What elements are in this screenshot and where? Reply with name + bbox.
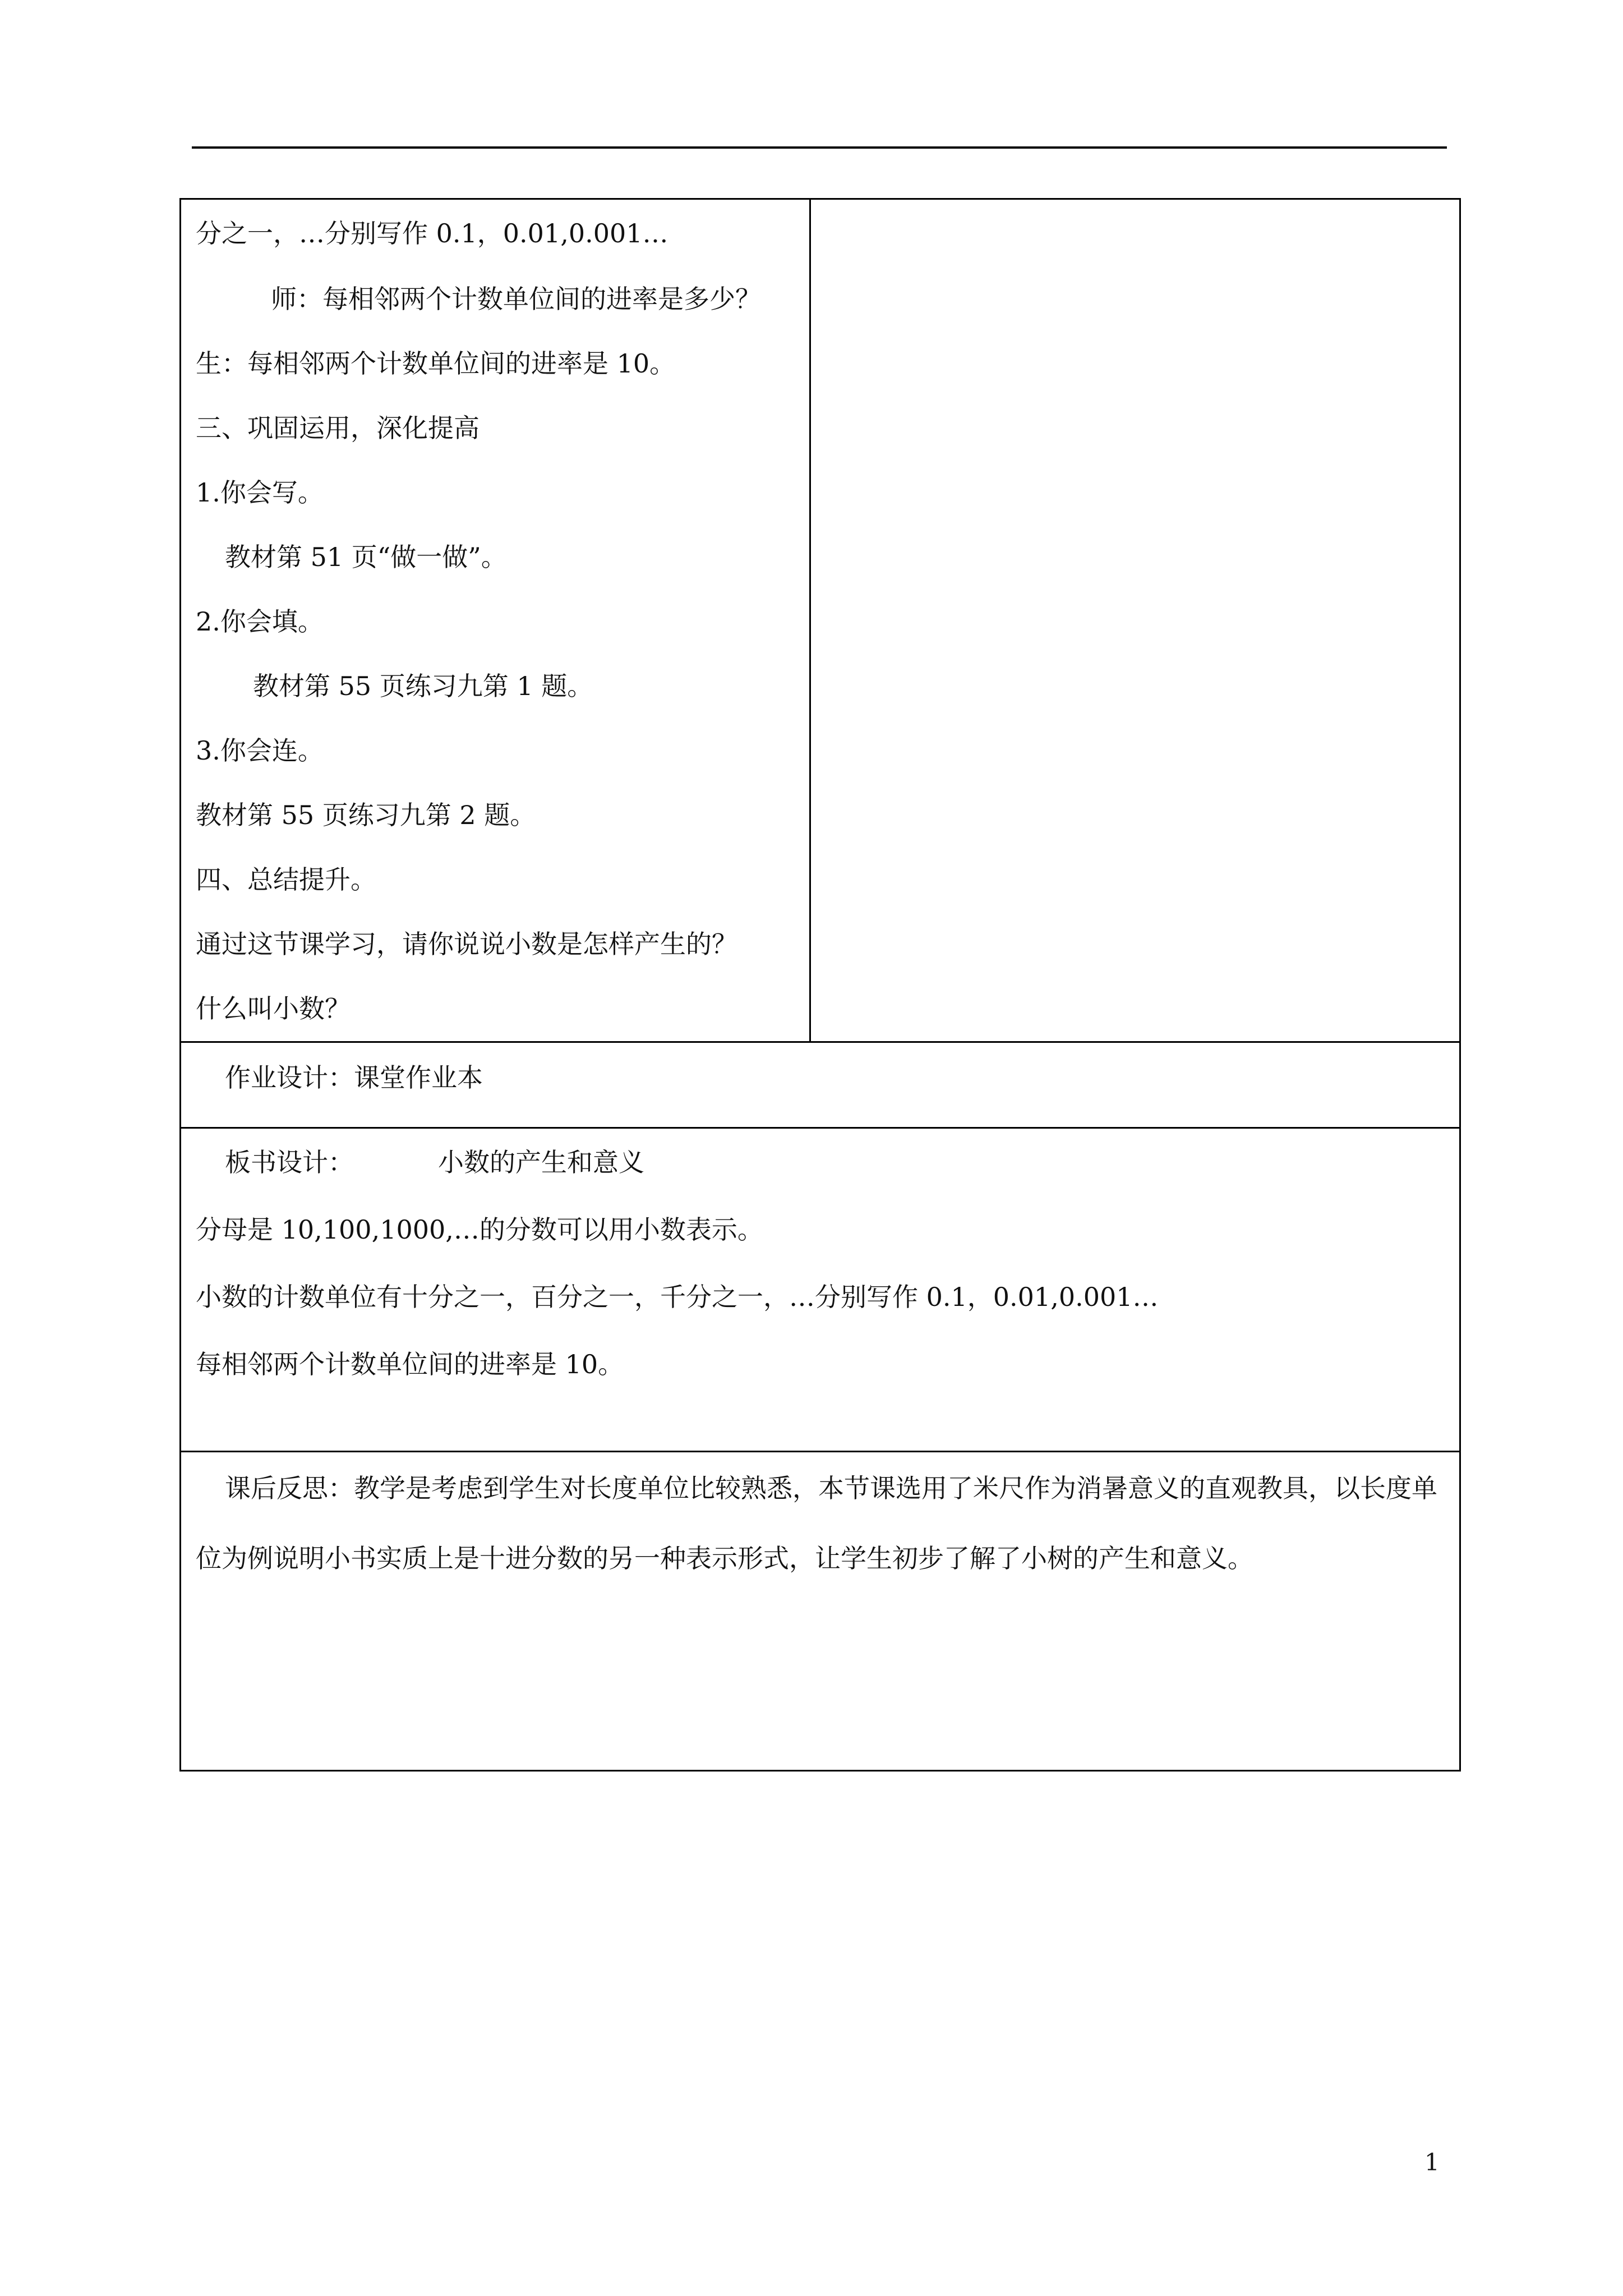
- section-heading: 四、总结提升。: [196, 864, 376, 895]
- process-line: 3.你会连。: [196, 735, 324, 766]
- process-line: 教材第 55 页练习九第 2 题。: [196, 800, 536, 830]
- reflection-text: 课后反思：教学是考虑到学生对长度单位比较熟悉，本节课选用了米尺作为消暑意义的直观教具，以长度单位为例说明小书实质上是十进分数的另一种表示形式，让学生初步了解了小树的产生和意义。: [196, 1473, 1437, 1573]
- board-line: 小数的计数单位有十分之一，百分之一，千分之一，…分别写作 0.1，0.01,0.001…: [196, 1282, 1159, 1312]
- header-rule: [192, 146, 1447, 149]
- process-line: 什么叫小数？: [196, 993, 351, 1024]
- process-line: 通过这节课学习，请你说说小数是怎样产生的？: [196, 929, 737, 959]
- board-title: 小数的产生和意义: [438, 1147, 644, 1177]
- homework-cell: [181, 1042, 1460, 1128]
- section-heading: 三、巩固运用，深化提高: [196, 413, 479, 443]
- process-line: 生：每相邻两个计数单位间的进率是 10。: [196, 348, 676, 379]
- reflection-row: [181, 1452, 1460, 1771]
- board-line: 分母是 10,100,1000,…的分数可以用小数表示。: [196, 1214, 763, 1245]
- process-line: 师：每相邻两个计数单位间的进率是多少？: [271, 284, 761, 314]
- process-line: 1.你会写。: [196, 477, 324, 508]
- teaching-process-cell: [181, 199, 810, 1042]
- reflection-cell: [181, 1452, 1460, 1771]
- homework-text: 作业设计：课堂作业本: [225, 1062, 483, 1093]
- lesson-plan-table: [179, 198, 1461, 1772]
- notes-cell: [810, 199, 1460, 1042]
- process-line: 2.你会填。: [196, 606, 324, 637]
- board-label: 板书设计：: [225, 1147, 354, 1177]
- page-number: 1: [1424, 2148, 1440, 2176]
- process-line: 分之一，…分别写作 0.1，0.01,0.001…: [196, 218, 668, 249]
- homework-row: [181, 1042, 1460, 1128]
- board-line: 每相邻两个计数单位间的进率是 10。: [196, 1349, 624, 1379]
- board-design-cell: [181, 1128, 1460, 1452]
- process-row: [181, 199, 1460, 1042]
- board-row: [181, 1128, 1460, 1452]
- board-title-line: [181, 1129, 1459, 1196]
- process-line: 教材第 55 页练习九第 1 题。: [253, 671, 593, 701]
- process-line: 教材第 51 页“做一做”。: [225, 542, 507, 572]
